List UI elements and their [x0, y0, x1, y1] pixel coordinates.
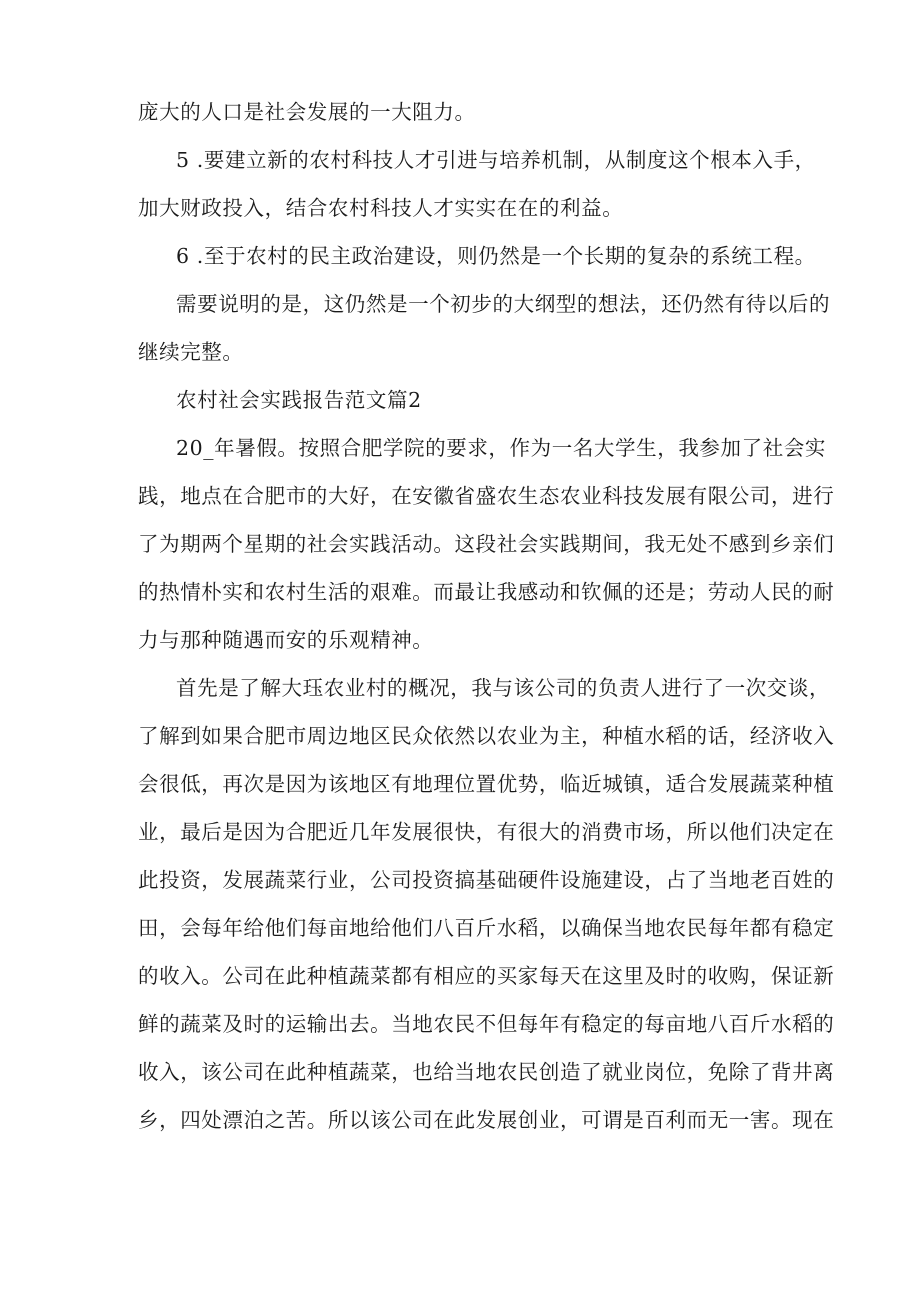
text-line: 了解到如果合肥市周边地区民众依然以农业为主，种植水稻的话，经济收入 — [138, 724, 835, 748]
text-line: 践，地点在合肥市的大好，在安徽省盛农生态农业科技发展有限公司，进行 — [138, 484, 835, 508]
text-line: 加大财政投入，结合农村科技人才实实在在的利益。 — [138, 196, 624, 220]
list-item-5: 5 .要建立新的农村科技人才引进与培养机制，从制度这个根本入手， — [176, 148, 816, 172]
text-line: 业，最后是因为合肥近几年发展很快，有很大的消费市场，所以他们决定在 — [138, 820, 835, 844]
paragraph-line: 首先是了解大珏农业村的概况，我与该公司的负责人进行了一次交谈， — [176, 676, 831, 700]
text-line: 的热情朴实和农村生活的艰难。而最让我感动和钦佩的还是；劳动人民的耐 — [138, 580, 835, 604]
list-item-6: 6 .至于农村的民主政治建设，则仍然是一个长期的复杂的系统工程。 — [176, 244, 816, 268]
text-line: 的收入。公司在此种植蔬菜都有相应的买家每天在这里及时的收购，保证新 — [138, 964, 835, 988]
paragraph-line: 需要说明的是，这仍然是一个初步的大纲型的想法，还仍然有待以后的 — [176, 292, 831, 316]
text-line: 此投资，发展蔬菜行业，公司投资搞基础硬件设施建设，占了当地老百姓的 — [138, 868, 835, 892]
text-line: 庞大的人口是社会发展的一大阻力。 — [138, 100, 476, 124]
paragraph-line: 20_年暑假。按照合肥学院的要求，作为一名大学生，我参加了社会实 — [176, 436, 827, 460]
text-line: 了为期两个星期的社会实践活动。这段社会实践期间，我无处不感到乡亲们 — [138, 532, 835, 556]
text-line: 收入，该公司在此种植蔬菜，也给当地农民创造了就业岗位，免除了背井离 — [138, 1060, 835, 1084]
text-line: 会很低，再次是因为该地区有地理位置优势，临近城镇，适合发展蔬菜种植 — [138, 772, 835, 796]
section-heading: 农村社会实践报告范文篇2 — [176, 388, 422, 412]
text-line: 鲜的蔬菜及时的运输出去。当地农民不但每年有稳定的每亩地八百斤水稻的 — [138, 1012, 835, 1036]
text-line: 力与那种随遇而安的乐观精神。 — [138, 628, 434, 652]
text-line: 继续完整。 — [138, 340, 244, 364]
text-line: 田，会每年给他们每亩地给他们八百斤水稻，以确保当地农民每年都有稳定 — [138, 916, 835, 940]
text-line: 乡，四处漂泊之苦。所以该公司在此发展创业，可谓是百利而无一害。现在 — [138, 1108, 835, 1132]
